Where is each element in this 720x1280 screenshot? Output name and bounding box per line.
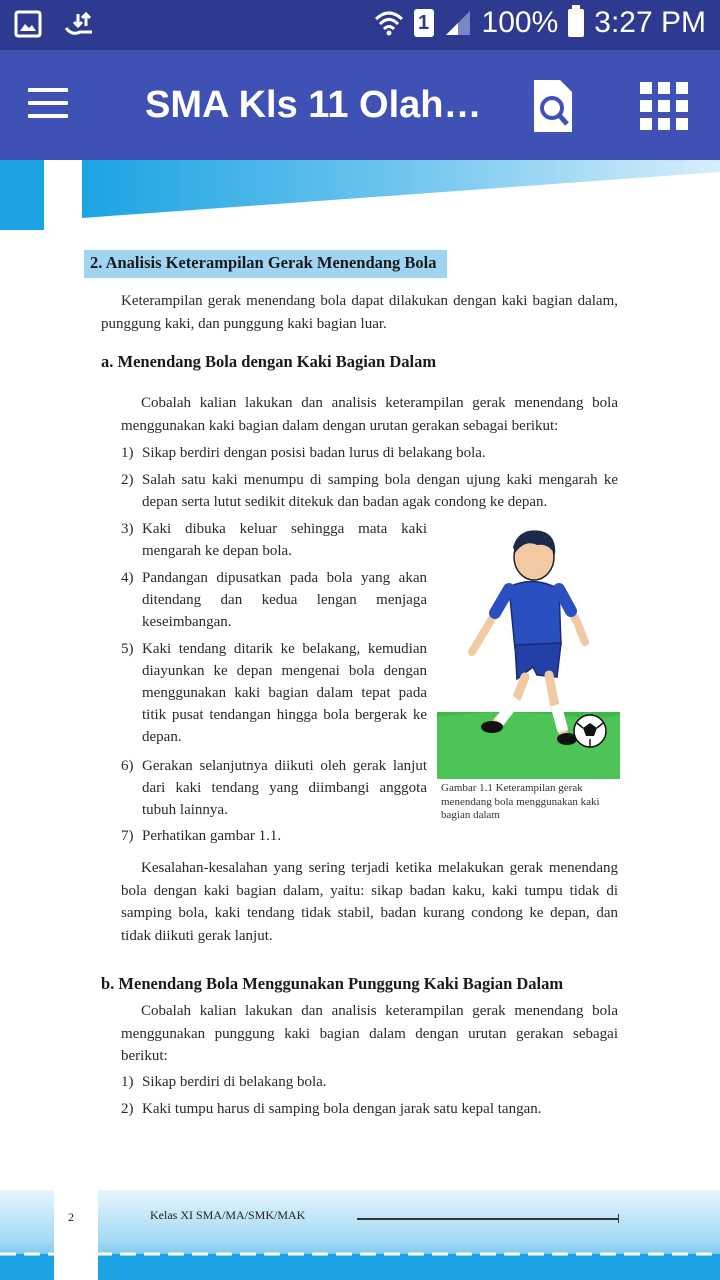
list-item: 1) Sikap berdiri dengan posisi badan lurus di belakang bola. xyxy=(121,445,486,461)
list-item: 4) Pandangan dipusatkan pada bola yang akan ditendang dan kedua lengan menjaga keseimbangan. xyxy=(121,570,427,630)
soccer-player-illustration xyxy=(437,517,620,779)
gallery-icon xyxy=(14,10,42,38)
footer-decoration-band xyxy=(0,1190,720,1280)
menu-icon[interactable] xyxy=(28,88,68,118)
intro-paragraph: Keterampilan gerak menendang bola dapat dilakukan dengan kaki bagian dalam, punggung kaki, dan punggung kaki bagian luar. xyxy=(101,293,618,332)
list-item: 7) Perhatikan gambar 1.1. xyxy=(121,828,282,844)
signal-icon xyxy=(444,9,472,37)
list-item: 1) Sikap berdiri di belakang bola. xyxy=(121,1074,327,1090)
battery-charging-icon xyxy=(568,9,584,37)
footer-label: Kelas XI SMA/MA/SMK/MAK xyxy=(150,1208,306,1222)
footer-rule xyxy=(357,1218,619,1220)
list-item: 2) Salah satu kaki menumpu di samping bola dengan ujung kaki mengarah ke depan serta lutut sedikit ditekuk dan badan agak condong ke depan. xyxy=(121,472,618,510)
mistakes-paragraph: Kesalahan-kesalahan yang sering terjadi ketika melakukan gerak menendang bola dengan kaki bagian dalam, yaitu: sikap badan kaku, kaki tumpu tidak di samping bola, kaki tendang tidak stabil, badan kurang condong ke depan, dan tidak diikuti gerak lanjut. xyxy=(121,860,618,944)
status-bar xyxy=(0,0,720,50)
sim-icon: 1 xyxy=(414,9,434,37)
download-sync-icon xyxy=(64,10,96,38)
list-item: 5) Kaki tendang ditarik ke belakang, kemudian diayunkan ke depan mengenai bola dengan menggunakan kaki bagian dalam tepat pada titik pusat tendangan hingga bola bergerak ke depan. xyxy=(121,641,427,745)
subheading-a: a. Menendang Bola dengan Kaki Bagian Dalam xyxy=(101,352,437,371)
clock: 3:27 PM xyxy=(594,6,706,39)
list-item: 3) Kaki dibuka keluar sehingga mata kaki mengarah ke depan bola. xyxy=(121,521,427,559)
subheading-b: b. Menendang Bola Menggunakan Punggung Kaki Bagian Dalam xyxy=(101,974,564,993)
top-decoration-band xyxy=(0,160,720,240)
search-document-icon[interactable] xyxy=(530,78,576,134)
document-page[interactable] xyxy=(0,160,720,1280)
grid-icon[interactable] xyxy=(640,82,688,130)
list-item: 2) Kaki tumpu harus di samping bola dengan jarak satu kepal tangan. xyxy=(121,1101,542,1117)
figure-caption: Gambar 1.1 Keterampilan gerak menendang bola menggunakan kaki bagian dalam xyxy=(441,782,600,821)
sub-a-intro: Cobalah kalian lakukan dan analisis keterampilan gerak menendang bola menggunakan kaki bagian dalam dengan urutan gerakan sebagai berikut: xyxy=(121,395,618,434)
wifi-icon xyxy=(374,9,404,37)
list-item: 6) Gerakan selanjutnya diikuti oleh gerak lanjut dari kaki tendang yang diimbangi anggota tubuh lainnya. xyxy=(121,758,427,818)
sub-b-intro: Cobalah kalian lakukan dan analisis keterampilan gerak menendang bola menggunakan punggung kaki bagian dalam dengan urutan gerakan sebagai berikut: xyxy=(121,1003,618,1064)
battery-percent: 100% xyxy=(481,6,559,39)
app-bar xyxy=(0,50,720,160)
document-title: SMA Kls 11 Olah… xyxy=(145,84,482,126)
page-number: 2 xyxy=(68,1210,74,1224)
section-heading: 2. Analisis Keterampilan Gerak Menendang Bola xyxy=(84,250,447,278)
